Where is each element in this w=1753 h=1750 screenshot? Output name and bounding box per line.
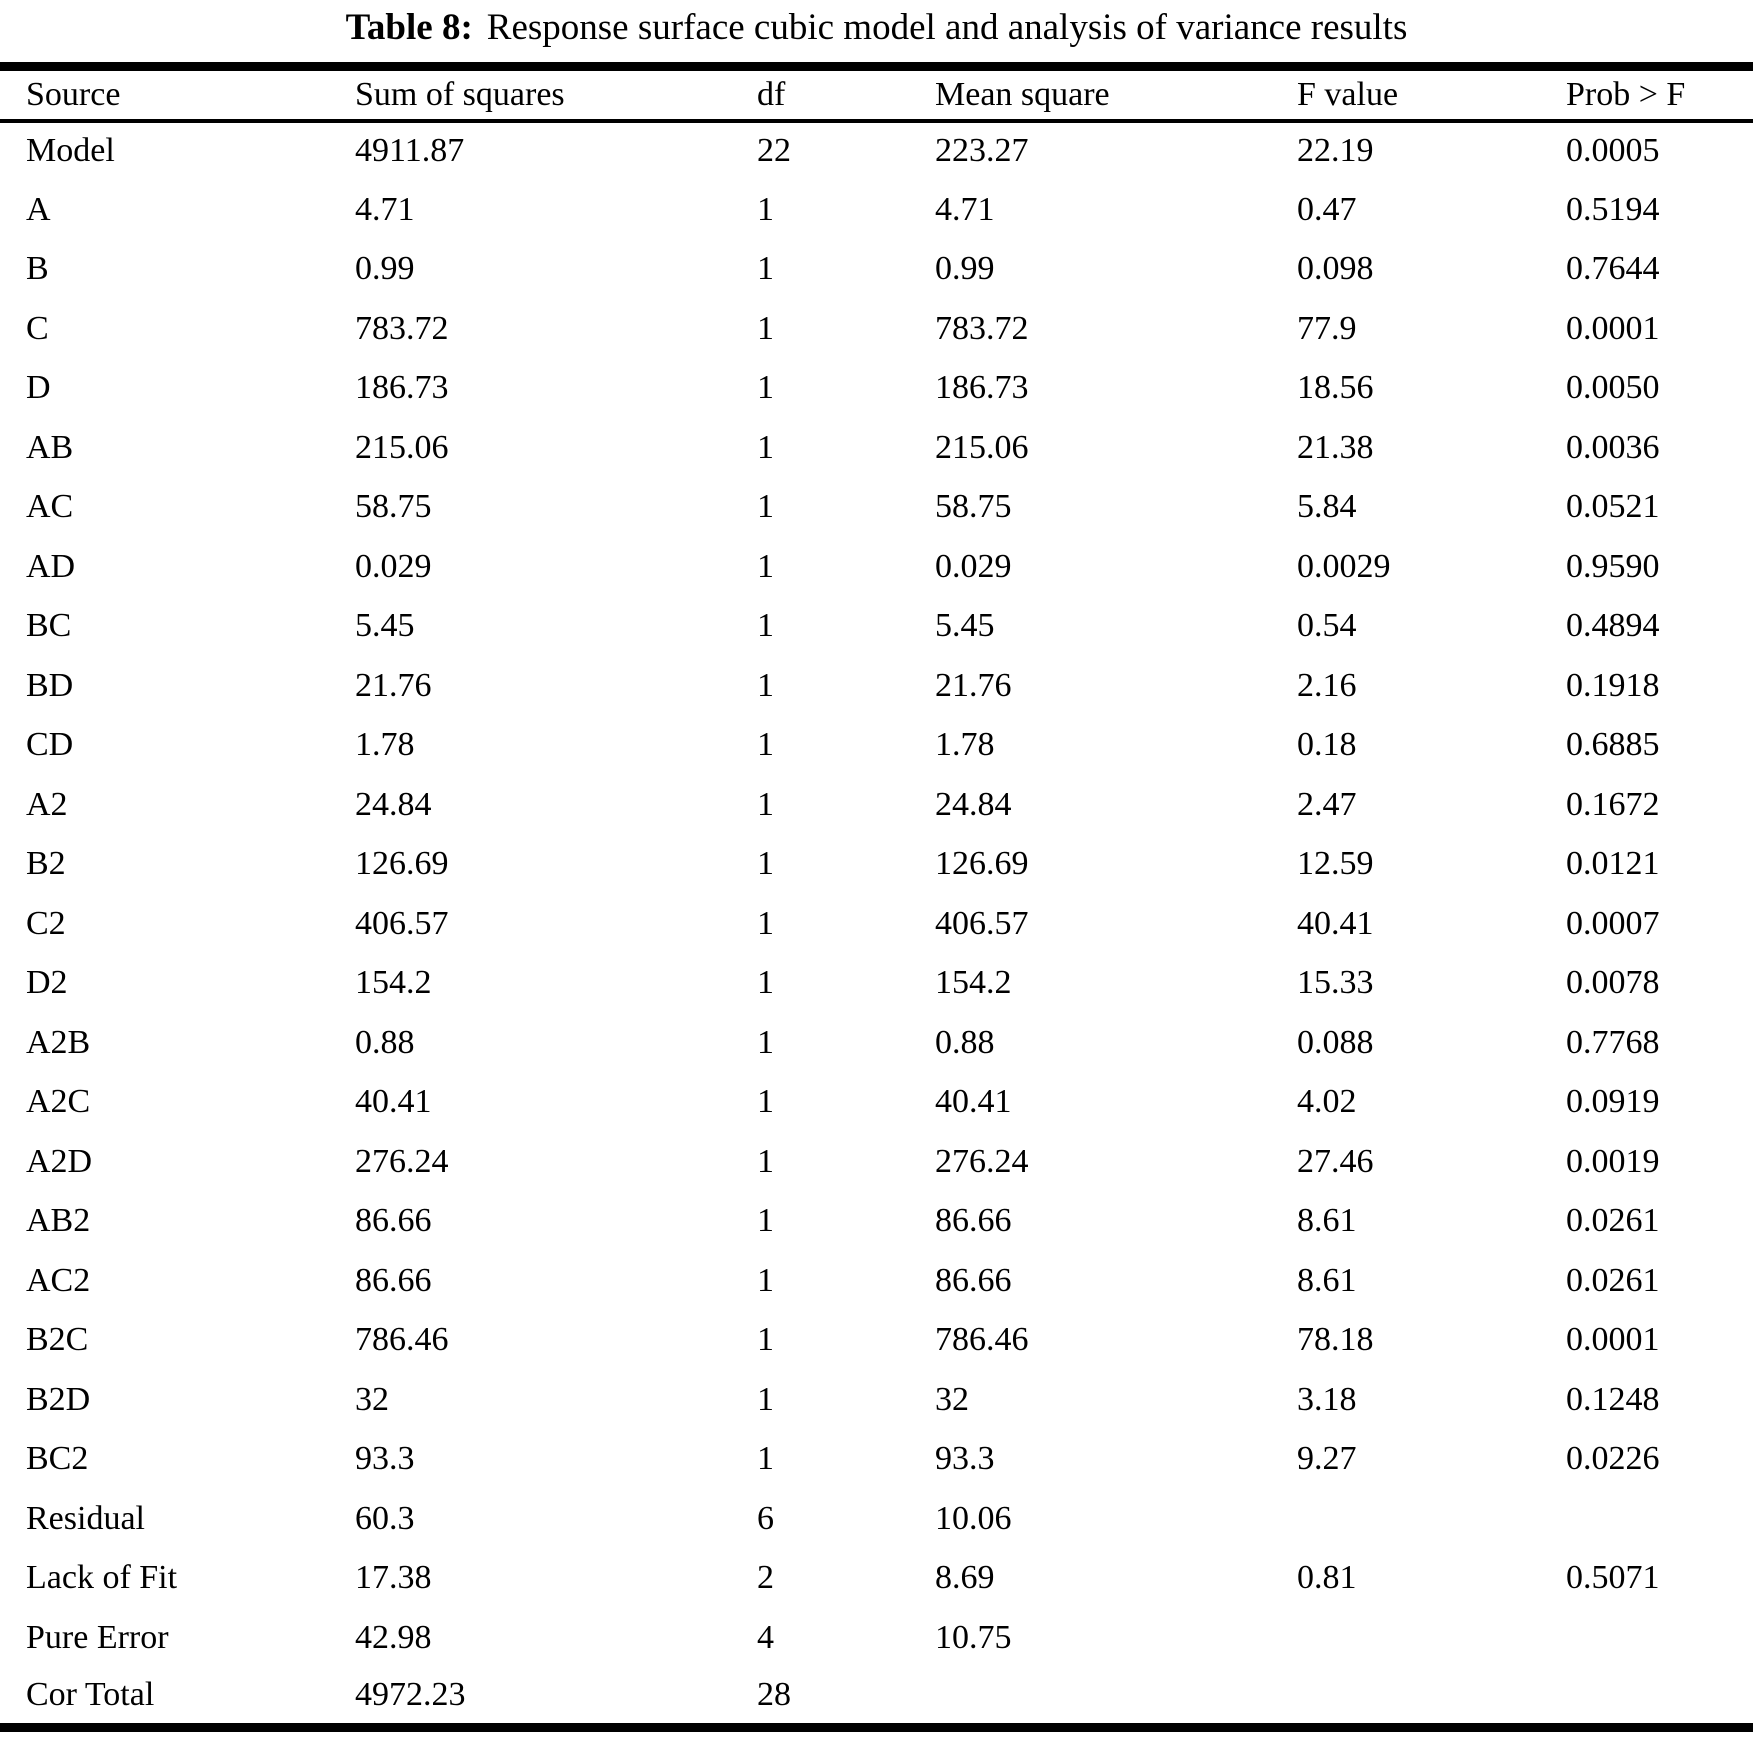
cell-mean-square: 5.45: [935, 607, 995, 645]
cell-f-value: [1297, 1489, 1566, 1549]
table-row: [0, 894, 1753, 954]
cell-df: 1: [757, 1261, 774, 1299]
cell-df: 6: [757, 1499, 774, 1537]
cell-source: B2C: [26, 1321, 89, 1359]
cell-prob-f: 0.7768: [1566, 1023, 1660, 1061]
column-header-mean-square: Mean square: [935, 67, 1297, 121]
cell-prob-f: [1566, 1668, 1753, 1728]
cell-source: AB: [26, 428, 74, 466]
cell-prob-f: 0.1672: [1566, 785, 1660, 823]
table-row: [0, 240, 1753, 300]
cell-mean-square: 154.2: [935, 964, 1012, 1002]
cell-mean-square: 10.06: [935, 1499, 1012, 1537]
cell-source: BC: [26, 607, 72, 645]
cell-source: B2D: [26, 1380, 91, 1418]
cell-f-value: 0.0029: [1297, 547, 1391, 585]
cell-mean-square: 1.78: [935, 726, 995, 764]
cell-f-value: 8.61: [1297, 1261, 1357, 1299]
cell-sum-of-squares: 4911.87: [355, 132, 465, 170]
cell-sum-of-squares: 215.06: [355, 428, 449, 466]
cell-prob-f: 0.0050: [1566, 369, 1660, 407]
cell-df: 1: [757, 666, 774, 704]
cell-sum-of-squares: 406.57: [355, 904, 449, 942]
table-row: [0, 1370, 1753, 1430]
column-header-f-value: F value: [1297, 67, 1566, 121]
cell-mean-square: 58.75: [935, 488, 1012, 526]
table-row: [0, 478, 1753, 538]
cell-prob-f: [1566, 1608, 1753, 1668]
cell-source: A2C: [26, 1083, 91, 1121]
cell-prob-f: 0.1248: [1566, 1380, 1660, 1418]
cell-df: 2: [757, 1559, 774, 1597]
cell-df: 1: [757, 1023, 774, 1061]
cell-df: 1: [757, 607, 774, 645]
cell-mean-square: 276.24: [935, 1142, 1029, 1180]
table-row: [0, 716, 1753, 776]
cell-prob-f: 0.7644: [1566, 250, 1660, 288]
cell-prob-f: 0.0121: [1566, 845, 1660, 883]
table-row: [0, 1311, 1753, 1371]
cell-df: 1: [757, 309, 774, 347]
cell-source: Cor Total: [26, 1676, 155, 1713]
cell-f-value: [1297, 1668, 1566, 1728]
cell-prob-f: 0.0261: [1566, 1202, 1660, 1240]
table-row: [0, 1251, 1753, 1311]
cell-source: A2: [26, 785, 68, 823]
cell-sum-of-squares: 1.78: [355, 726, 415, 764]
cell-mean-square: 93.3: [935, 1440, 995, 1478]
cell-f-value: 77.9: [1297, 309, 1357, 347]
cell-f-value: 9.27: [1297, 1440, 1357, 1478]
cell-mean-square: 24.84: [935, 785, 1012, 823]
table-row: [0, 359, 1753, 419]
cell-df: 1: [757, 1380, 774, 1418]
cell-mean-square: 215.06: [935, 428, 1029, 466]
cell-source: Pure Error: [26, 1618, 169, 1656]
column-header-source: Source: [0, 67, 355, 121]
cell-df: 1: [757, 190, 774, 228]
cell-source: C2: [26, 904, 66, 942]
table-row: [0, 121, 1753, 181]
cell-source: D2: [26, 964, 68, 1002]
cell-f-value: 3.18: [1297, 1380, 1357, 1418]
cell-df: 1: [757, 904, 774, 942]
table-caption-text: Response surface cubic model and analysis of variance results: [486, 7, 1408, 48]
cell-prob-f: 0.5071: [1566, 1559, 1660, 1597]
table-row: [0, 1549, 1753, 1609]
cell-f-value: 2.16: [1297, 666, 1357, 704]
cell-df: 28: [757, 1676, 791, 1713]
cell-df: 1: [757, 488, 774, 526]
cell-sum-of-squares: 154.2: [355, 964, 432, 1002]
cell-mean-square: 0.99: [935, 250, 995, 288]
table-row: [0, 1430, 1753, 1490]
cell-sum-of-squares: 17.38: [355, 1559, 432, 1597]
cell-f-value: 0.18: [1297, 726, 1357, 764]
cell-mean-square: 783.72: [935, 309, 1029, 347]
cell-sum-of-squares: 42.98: [355, 1618, 432, 1656]
cell-prob-f: 0.1918: [1566, 666, 1660, 704]
cell-mean-square: 126.69: [935, 845, 1029, 883]
cell-f-value: 0.098: [1297, 250, 1374, 288]
cell-sum-of-squares: 24.84: [355, 785, 432, 823]
cell-df: 1: [757, 250, 774, 288]
cell-prob-f: 0.9590: [1566, 547, 1660, 585]
cell-mean-square: 223.27: [935, 132, 1029, 170]
cell-mean-square: 4.71: [935, 190, 995, 228]
table-row: [0, 1668, 1753, 1728]
cell-prob-f: 0.0521: [1566, 488, 1660, 526]
cell-mean-square: 186.73: [935, 369, 1029, 407]
cell-prob-f: [1566, 1489, 1753, 1549]
cell-mean-square: 0.029: [935, 547, 1012, 585]
cell-df: 22: [757, 132, 791, 170]
cell-source: AC2: [26, 1261, 91, 1299]
cell-source: D: [26, 369, 51, 407]
cell-source: BC2: [26, 1440, 89, 1478]
column-header-df: df: [757, 67, 935, 121]
cell-mean-square: [935, 1668, 1297, 1728]
cell-source: A2D: [26, 1142, 93, 1180]
cell-sum-of-squares: 58.75: [355, 488, 432, 526]
cell-source: CD: [26, 726, 74, 764]
cell-mean-square: 86.66: [935, 1261, 1012, 1299]
cell-df: 4: [757, 1618, 774, 1656]
cell-f-value: [1297, 1608, 1566, 1668]
cell-prob-f: 0.0019: [1566, 1142, 1660, 1180]
cell-df: 1: [757, 1142, 774, 1180]
cell-mean-square: 8.69: [935, 1559, 995, 1597]
cell-f-value: 0.088: [1297, 1023, 1374, 1061]
cell-mean-square: 786.46: [935, 1321, 1029, 1359]
cell-sum-of-squares: 86.66: [355, 1202, 432, 1240]
table-row: [0, 954, 1753, 1014]
cell-f-value: 2.47: [1297, 785, 1357, 823]
cell-sum-of-squares: 60.3: [355, 1499, 415, 1537]
cell-f-value: 0.54: [1297, 607, 1357, 645]
cell-sum-of-squares: 126.69: [355, 845, 449, 883]
cell-f-value: 18.56: [1297, 369, 1374, 407]
cell-df: 1: [757, 726, 774, 764]
cell-sum-of-squares: 276.24: [355, 1142, 449, 1180]
cell-prob-f: 0.0261: [1566, 1261, 1660, 1299]
cell-prob-f: 0.0001: [1566, 309, 1660, 347]
table-row: [0, 1608, 1753, 1668]
cell-prob-f: 0.0001: [1566, 1321, 1660, 1359]
table-body: [0, 121, 1753, 1728]
cell-prob-f: 0.6885: [1566, 726, 1660, 764]
column-header-sum-of-squares: Sum of squares: [355, 67, 757, 121]
cell-mean-square: 10.75: [935, 1618, 1012, 1656]
table-row: [0, 537, 1753, 597]
table-row: [0, 418, 1753, 478]
cell-mean-square: 32: [935, 1380, 969, 1418]
table-header-row: [0, 67, 1753, 121]
cell-f-value: 0.47: [1297, 190, 1357, 228]
cell-prob-f: 0.0078: [1566, 964, 1660, 1002]
cell-f-value: 4.02: [1297, 1083, 1357, 1121]
cell-mean-square: 86.66: [935, 1202, 1012, 1240]
table-row: [0, 1013, 1753, 1073]
table-row: [0, 299, 1753, 359]
cell-mean-square: 40.41: [935, 1083, 1012, 1121]
table-caption: [0, 0, 1753, 62]
cell-f-value: 78.18: [1297, 1321, 1374, 1359]
cell-df: 1: [757, 1321, 774, 1359]
cell-prob-f: 0.4894: [1566, 607, 1660, 645]
cell-df: 1: [757, 547, 774, 585]
table-row: [0, 180, 1753, 240]
cell-prob-f: 0.0919: [1566, 1083, 1660, 1121]
cell-mean-square: 0.88: [935, 1023, 995, 1061]
cell-mean-square: 406.57: [935, 904, 1029, 942]
cell-prob-f: 0.0226: [1566, 1440, 1660, 1478]
cell-sum-of-squares: 186.73: [355, 369, 449, 407]
table-row: [0, 1073, 1753, 1133]
cell-source: Residual: [26, 1499, 145, 1537]
cell-df: 1: [757, 369, 774, 407]
cell-f-value: 5.84: [1297, 488, 1357, 526]
cell-f-value: 0.81: [1297, 1559, 1357, 1597]
cell-source: B: [26, 250, 49, 288]
cell-source: BD: [26, 666, 74, 704]
table-row: [0, 1192, 1753, 1252]
table-row: [0, 1132, 1753, 1192]
cell-prob-f: 0.0007: [1566, 904, 1660, 942]
cell-f-value: 40.41: [1297, 904, 1374, 942]
cell-source: AD: [26, 547, 76, 585]
cell-source: A2B: [26, 1023, 91, 1061]
table-row: [0, 835, 1753, 895]
cell-sum-of-squares: 40.41: [355, 1083, 432, 1121]
anova-table: [0, 62, 1753, 1732]
cell-source: AC: [26, 488, 74, 526]
cell-sum-of-squares: 21.76: [355, 666, 432, 704]
cell-prob-f: 0.0036: [1566, 428, 1660, 466]
cell-f-value: 22.19: [1297, 132, 1374, 170]
table-row: [0, 597, 1753, 657]
cell-f-value: 27.46: [1297, 1142, 1374, 1180]
cell-mean-square: 21.76: [935, 666, 1012, 704]
cell-source: C: [26, 309, 49, 347]
cell-df: 1: [757, 785, 774, 823]
table-row: [0, 1489, 1753, 1549]
table-row: [0, 775, 1753, 835]
cell-prob-f: 0.0005: [1566, 132, 1660, 170]
cell-prob-f: 0.5194: [1566, 190, 1660, 228]
cell-df: 1: [757, 1202, 774, 1240]
cell-sum-of-squares: 0.88: [355, 1023, 415, 1061]
cell-df: 1: [757, 845, 774, 883]
cell-sum-of-squares: 783.72: [355, 309, 449, 347]
cell-f-value: 8.61: [1297, 1202, 1357, 1240]
column-header-prob-f: Prob > F: [1566, 67, 1753, 121]
cell-sum-of-squares: 786.46: [355, 1321, 449, 1359]
table-caption-label: Table 8:: [345, 7, 473, 48]
cell-sum-of-squares: 0.99: [355, 250, 415, 288]
cell-source: A: [26, 190, 51, 228]
cell-df: 1: [757, 1440, 774, 1478]
table-row: [0, 656, 1753, 716]
cell-sum-of-squares: 32: [355, 1380, 389, 1418]
cell-sum-of-squares: 4972.23: [355, 1676, 466, 1713]
cell-f-value: 12.59: [1297, 845, 1374, 883]
cell-source: Lack of Fit: [26, 1559, 178, 1597]
cell-df: 1: [757, 428, 774, 466]
cell-sum-of-squares: 86.66: [355, 1261, 432, 1299]
cell-source: Model: [26, 132, 115, 170]
cell-f-value: 21.38: [1297, 428, 1374, 466]
cell-source: B2: [26, 845, 66, 883]
cell-source: AB2: [26, 1202, 91, 1240]
cell-sum-of-squares: 0.029: [355, 547, 432, 585]
cell-f-value: 15.33: [1297, 964, 1374, 1002]
cell-sum-of-squares: 4.71: [355, 190, 415, 228]
cell-df: 1: [757, 1083, 774, 1121]
cell-sum-of-squares: 5.45: [355, 607, 415, 645]
cell-sum-of-squares: 93.3: [355, 1440, 415, 1478]
cell-df: 1: [757, 964, 774, 1002]
